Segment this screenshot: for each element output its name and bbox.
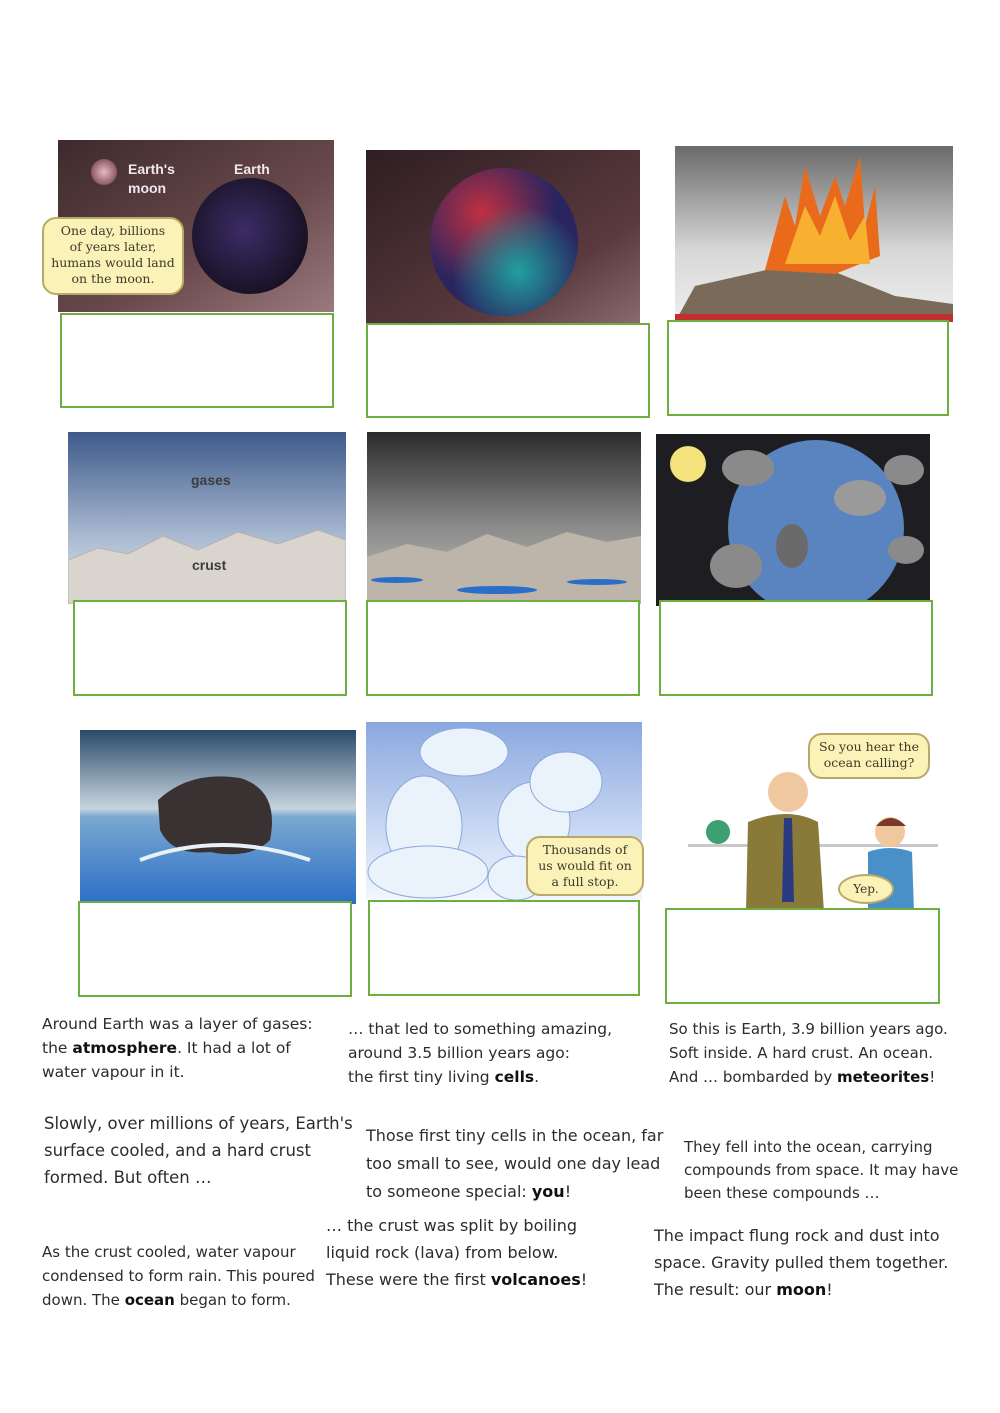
clipping-moon[interactable] (654, 1222, 948, 1303)
clip-keyword: ocean (124, 1291, 175, 1309)
speech-bubble-teacher (808, 733, 930, 779)
speech-bubble-cells (526, 836, 644, 896)
clip-keyword: volcanoes (490, 1270, 581, 1289)
answer-box-1[interactable] (60, 313, 334, 408)
clip-line (326, 1266, 587, 1293)
clip-text: … that led to something amazing, (348, 1020, 613, 1038)
clip-text: ! (826, 1280, 833, 1299)
clipping-crust[interactable] (44, 1110, 353, 1191)
clip-line (654, 1249, 948, 1276)
clip-text: Around Earth was a layer of gases: (42, 1015, 313, 1033)
clip-text: the (42, 1039, 73, 1057)
bubble-line: of years later, (69, 239, 157, 254)
clip-text: … the crust was split by boiling (326, 1216, 577, 1235)
clip-line (366, 1178, 663, 1206)
panel-rain (367, 432, 641, 604)
answer-box-9[interactable] (665, 908, 940, 1004)
bubble-line: on the moon. (71, 271, 155, 286)
clipping-compounds[interactable] (684, 1136, 958, 1205)
clip-line (366, 1122, 663, 1150)
clip-text: These were the first (326, 1270, 491, 1289)
clip-line (326, 1239, 587, 1266)
panel-early-earth (366, 150, 640, 324)
clip-text: ! (564, 1182, 572, 1201)
clip-text: space. Gravity pulled them together. (654, 1253, 949, 1272)
clip-text: water vapour in it. (42, 1063, 185, 1081)
clip-line (669, 1041, 948, 1065)
clip-line (42, 1264, 315, 1288)
clip-keyword: meteorites (836, 1068, 930, 1086)
clip-text: So this is Earth, 3.9 billion years ago. (669, 1020, 948, 1038)
clipping-volcanoes[interactable] (326, 1212, 587, 1293)
bubble-line: Thousands of (542, 842, 628, 857)
clip-text: The impact flung rock and dust into (654, 1226, 940, 1245)
earth-label: Earth (234, 161, 270, 177)
panel-meteorites (656, 434, 930, 606)
clipping-cells[interactable] (348, 1017, 612, 1089)
clip-keyword: moon (776, 1280, 827, 1299)
answer-box-5[interactable] (366, 600, 640, 696)
clip-line (366, 1150, 663, 1178)
early-earth-illustration (366, 150, 640, 324)
answer-box-2[interactable] (366, 323, 650, 418)
clip-line (348, 1041, 612, 1065)
clip-line (669, 1017, 948, 1041)
clip-text: began to form. (174, 1291, 291, 1309)
speech-bubble-boy: Yep. (838, 874, 894, 904)
bubble-line: One day, billions (60, 223, 166, 238)
clip-line (684, 1136, 958, 1159)
clip-line (44, 1110, 353, 1137)
clip-text: the first tiny living (348, 1068, 495, 1086)
panel-volcano (675, 146, 953, 322)
clip-text: They fell into the ocean, carrying (684, 1138, 933, 1156)
clip-text: ! (929, 1068, 936, 1086)
clip-text: And … bombarded by (669, 1068, 837, 1086)
clip-text: down. The (42, 1291, 125, 1309)
answer-box-8[interactable] (368, 900, 640, 996)
clip-text: ! (580, 1270, 588, 1289)
clipping-you[interactable] (366, 1122, 663, 1206)
clip-text: . It had a lot of (177, 1039, 291, 1057)
clip-text: to someone special: (366, 1182, 532, 1201)
clip-text: Soft inside. A hard crust. An ocean. (669, 1044, 934, 1062)
moon-label-line-2: moon (128, 180, 167, 196)
answer-box-7[interactable] (78, 901, 352, 997)
speech-bubble-moon-landing (42, 217, 184, 295)
clip-text: formed. But often … (44, 1168, 212, 1187)
answer-box-4[interactable] (73, 600, 347, 696)
clip-line (42, 1012, 313, 1036)
clip-text: too small to see, would one day lead (366, 1154, 661, 1173)
bubble-line: ocean calling? (823, 755, 915, 770)
clipping-meteorites[interactable] (669, 1017, 948, 1089)
bubble-line: a full stop. (551, 874, 619, 889)
clip-line (42, 1240, 315, 1264)
bubble-line: us would fit on (538, 858, 632, 873)
clip-line (654, 1222, 948, 1249)
gases-label: gases (191, 472, 231, 488)
clip-keyword: you (531, 1182, 565, 1201)
clip-text: around 3.5 billion years ago: (348, 1044, 570, 1062)
clip-line (684, 1159, 958, 1182)
clip-text: compounds from space. It may have (684, 1161, 959, 1179)
impact-splash-illustration (80, 730, 356, 904)
clip-line (326, 1212, 587, 1239)
clip-text: condensed to form rain. This poured (42, 1267, 315, 1285)
clip-line (42, 1036, 313, 1060)
answer-box-6[interactable] (659, 600, 933, 696)
clip-text: Slowly, over millions of years, Earth's (44, 1114, 353, 1133)
clip-keyword: cells (494, 1068, 535, 1086)
clip-line (654, 1276, 948, 1303)
answer-box-3[interactable] (667, 320, 949, 416)
volcano-illustration (675, 146, 953, 322)
bubble-line: So you hear the (819, 739, 919, 754)
bubble-line: humans would land (51, 255, 175, 270)
clip-line (348, 1065, 612, 1089)
clipping-ocean[interactable] (42, 1240, 315, 1312)
clip-line (44, 1164, 353, 1191)
clip-text: As the crust cooled, water vapour (42, 1243, 296, 1261)
clip-line (42, 1288, 315, 1312)
clip-keyword: atmosphere (72, 1039, 178, 1057)
clip-text: liquid rock (lava) from below. (326, 1243, 559, 1262)
panel-impact-splash (80, 730, 356, 904)
clip-line (42, 1060, 313, 1084)
clip-text: Those first tiny cells in the ocean, far (366, 1126, 664, 1145)
clip-text: surface cooled, and a hard crust (44, 1141, 311, 1160)
panel-gases-crust (68, 432, 346, 604)
clipping-atmosphere[interactable] (42, 1012, 313, 1084)
crust-label: crust (192, 557, 227, 573)
clip-text: The result: our (654, 1280, 777, 1299)
gases-crust-illustration (68, 432, 346, 604)
meteorites-illustration (656, 434, 930, 606)
rain-illustration (367, 432, 641, 604)
clip-text: been these compounds … (684, 1184, 880, 1202)
clip-line (684, 1182, 958, 1205)
clip-line (348, 1017, 612, 1041)
clip-line (44, 1137, 353, 1164)
earth-moon-label (128, 160, 175, 198)
moon-label-line-1: Earth's (128, 161, 175, 177)
clip-text: . (534, 1068, 540, 1086)
clip-line (669, 1065, 948, 1089)
